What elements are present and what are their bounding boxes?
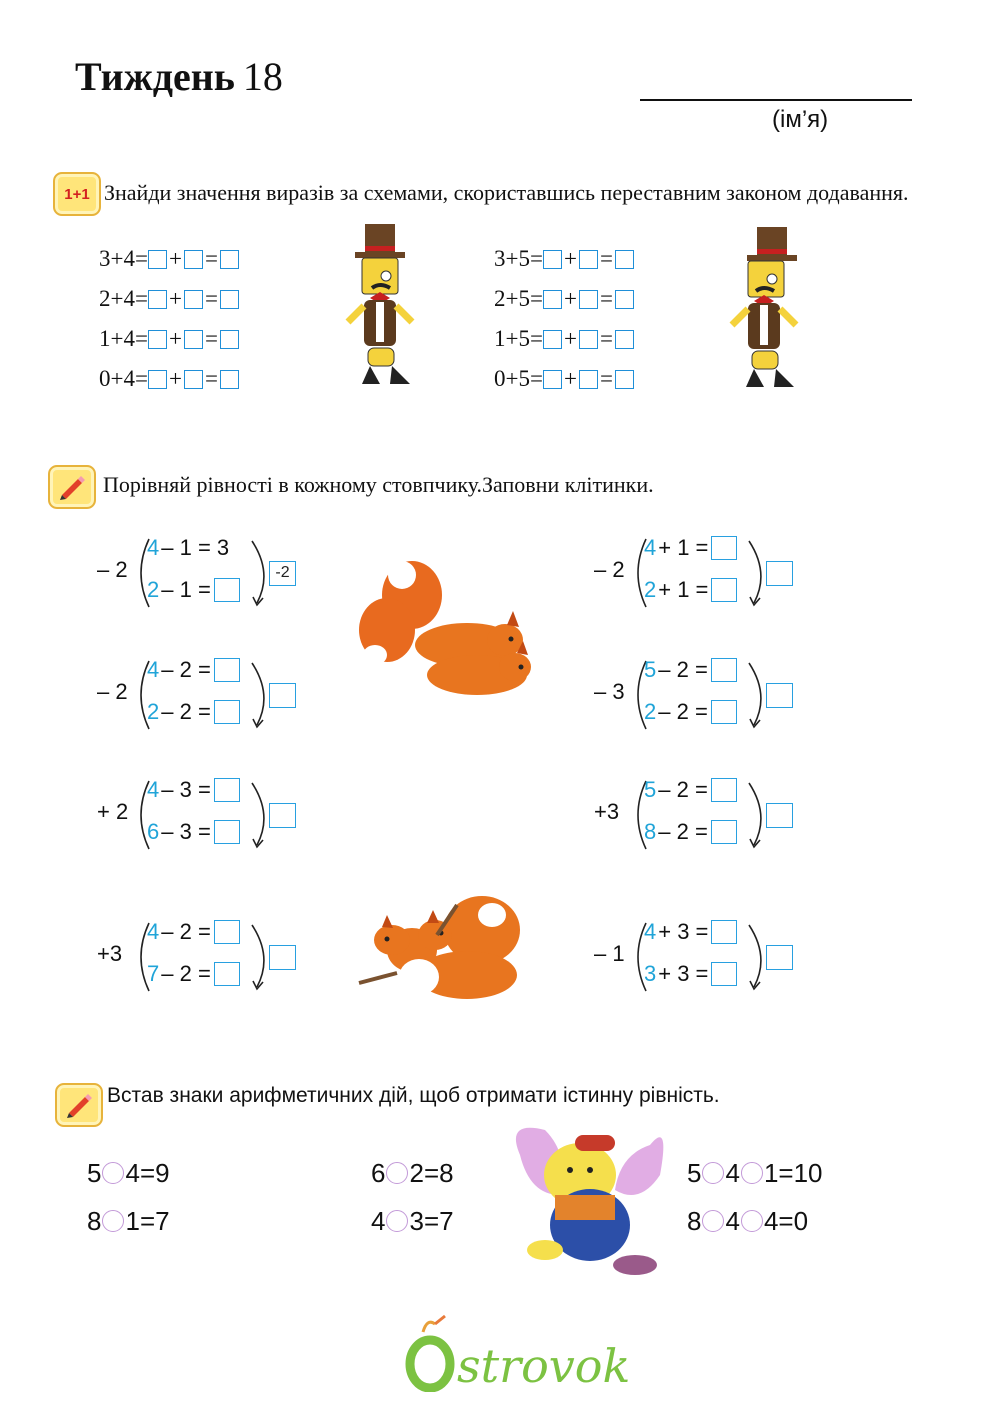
- comparison-block: [594, 917, 804, 997]
- sign-circle[interactable]: [741, 1210, 763, 1232]
- answer-box[interactable]: [148, 330, 167, 349]
- sign-equation: 8 4 4 =0: [687, 1205, 809, 1236]
- sign-circle[interactable]: [702, 1210, 724, 1232]
- difference-box[interactable]: [269, 683, 296, 708]
- equation-top: 4 – 1 = 3: [147, 535, 230, 560]
- difference-box[interactable]: -2: [269, 561, 296, 586]
- task-badge-3: [55, 1083, 103, 1127]
- answer-box[interactable]: [214, 700, 240, 724]
- answer-box[interactable]: [711, 536, 737, 560]
- top-hat-character-illustration: [722, 225, 812, 395]
- difference-box[interactable]: [269, 945, 296, 970]
- difference-box[interactable]: [269, 803, 296, 828]
- comparison-block: [97, 775, 307, 855]
- answer-box[interactable]: [579, 290, 598, 309]
- answer-box[interactable]: [148, 370, 167, 389]
- section1-left-column: [99, 244, 239, 394]
- equation-bottom: 2 – 2 =: [644, 699, 737, 725]
- step-label: +3: [594, 799, 620, 824]
- ostrovok-logo: [405, 1312, 665, 1392]
- step-label: – 1: [594, 941, 625, 966]
- section3-col2: [371, 1156, 454, 1238]
- section3-col3: [687, 1156, 823, 1238]
- answer-box[interactable]: [543, 330, 562, 349]
- page-title: [75, 52, 283, 102]
- difference-box[interactable]: [766, 945, 793, 970]
- sign-equation: 5 4 =9: [87, 1157, 170, 1188]
- equation-top: 4 – 2 =: [147, 919, 240, 945]
- step-label: – 2: [97, 557, 128, 582]
- equation-row: 0+4= + =: [99, 364, 239, 394]
- answer-box[interactable]: [214, 578, 240, 602]
- answer-box[interactable]: [711, 700, 737, 724]
- answer-box[interactable]: [148, 290, 167, 309]
- answer-box[interactable]: [615, 330, 634, 349]
- answer-box[interactable]: [214, 920, 240, 944]
- answer-box[interactable]: [184, 330, 203, 349]
- task-badge-2: [48, 465, 96, 509]
- answer-box[interactable]: [184, 290, 203, 309]
- answer-box[interactable]: [543, 290, 562, 309]
- sign-circle[interactable]: [702, 1162, 724, 1184]
- comparison-block: [97, 655, 307, 735]
- hippo-character-illustration: [500, 1115, 670, 1280]
- pencil-icon: [64, 1092, 94, 1118]
- sign-equation: 8 1 =7: [87, 1205, 170, 1236]
- equation-row: 1+4= + =: [99, 324, 239, 354]
- answer-box[interactable]: [711, 778, 737, 802]
- equation-row: 3+5= + =: [494, 244, 634, 274]
- answer-box[interactable]: [214, 820, 240, 844]
- difference-box[interactable]: [766, 683, 793, 708]
- equation-row: 2+5= + =: [494, 284, 634, 314]
- pencil-icon: [57, 474, 87, 500]
- answer-box[interactable]: [220, 370, 239, 389]
- task-badge-1: 1+1: [53, 172, 101, 216]
- answer-box[interactable]: [579, 370, 598, 389]
- sign-equation: 4 3 =7: [371, 1205, 454, 1236]
- squirrels-illustration: [357, 555, 542, 715]
- equation-row: 0+5= + =: [494, 364, 634, 394]
- sign-circle[interactable]: [386, 1210, 408, 1232]
- equation-bottom: 6 – 3 =: [147, 819, 240, 845]
- equation-bottom: 2 – 1 =: [147, 577, 240, 603]
- comparison-block: [97, 533, 307, 613]
- equation-top: 4 – 2 =: [147, 657, 240, 683]
- sign-circle[interactable]: [741, 1162, 763, 1184]
- equation-bottom: 8 – 2 =: [644, 819, 737, 845]
- answer-box[interactable]: [220, 250, 239, 269]
- comparison-block: [97, 917, 307, 997]
- section3-instruction: Встав знаки арифметичних дій, щоб отримати істинну рівність.: [107, 1084, 720, 1107]
- equation-top: 4 + 1 =: [644, 535, 737, 561]
- logo-text: strovok: [457, 1339, 631, 1392]
- equation-bottom: 7 – 2 =: [147, 961, 240, 987]
- comparison-block: [594, 655, 804, 735]
- answer-box[interactable]: [543, 250, 562, 269]
- name-caption: (ім’я): [772, 106, 829, 133]
- step-label: + 2: [97, 799, 129, 824]
- equation-top: 4 – 3 =: [147, 777, 240, 803]
- answer-box[interactable]: [711, 962, 737, 986]
- answer-box[interactable]: [184, 370, 203, 389]
- section3-col1: [87, 1156, 170, 1238]
- step-label: – 2: [97, 679, 128, 704]
- equation-row: 1+5= + =: [494, 324, 634, 354]
- answer-box[interactable]: [615, 250, 634, 269]
- answer-box[interactable]: [615, 370, 634, 389]
- answer-box[interactable]: [148, 250, 167, 269]
- title-word: Тиждень: [75, 54, 235, 99]
- difference-box[interactable]: [766, 561, 793, 586]
- section1-instruction: Знайди значення виразів за схемами, скориставшись переставним законом додавання.: [104, 180, 909, 205]
- difference-box[interactable]: [766, 803, 793, 828]
- name-field-line[interactable]: [640, 99, 912, 101]
- logo-mark: [405, 1312, 665, 1392]
- equation-top: 4 + 3 =: [644, 919, 737, 945]
- answer-box[interactable]: [543, 370, 562, 389]
- section2-instruction: Порівняй рівності в кожному стовпчику.Заповни клітинки.: [103, 472, 654, 497]
- equation-bottom: 2 + 1 =: [644, 577, 737, 603]
- answer-box[interactable]: [711, 820, 737, 844]
- week-number: 18: [242, 54, 283, 99]
- answer-box[interactable]: [615, 290, 634, 309]
- comparison-block: [594, 533, 804, 613]
- step-label: +3: [97, 941, 123, 966]
- equation-top: 5 – 2 =: [644, 657, 737, 683]
- sign-equation: 5 4 1 =10: [687, 1157, 823, 1188]
- answer-box[interactable]: [579, 250, 598, 269]
- answer-box[interactable]: [214, 962, 240, 986]
- section1-right-column: [494, 244, 634, 394]
- equation-bottom: 3 + 3 =: [644, 961, 737, 987]
- answer-box[interactable]: [711, 920, 737, 944]
- answer-box[interactable]: [711, 658, 737, 682]
- top-hat-character-illustration: [340, 222, 430, 392]
- sign-circle[interactable]: [102, 1210, 124, 1232]
- answer-box[interactable]: [184, 250, 203, 269]
- answer-box[interactable]: [579, 330, 598, 349]
- comparison-block: [594, 775, 804, 855]
- squirrels-painting-illustration: [357, 895, 527, 1005]
- step-label: – 2: [594, 557, 625, 582]
- equation-top: 5 – 2 =: [644, 777, 737, 803]
- sign-circle[interactable]: [102, 1162, 124, 1184]
- answer-box[interactable]: [711, 578, 737, 602]
- answer-box[interactable]: [214, 658, 240, 682]
- answer-box[interactable]: [220, 290, 239, 309]
- equation-row: 3+4= + =: [99, 244, 239, 274]
- sign-equation: 6 2 =8: [371, 1157, 454, 1188]
- sign-circle[interactable]: [386, 1162, 408, 1184]
- answer-box[interactable]: [220, 330, 239, 349]
- equation-bottom: 2 – 2 =: [147, 699, 240, 725]
- step-label: – 3: [594, 679, 625, 704]
- answer-box[interactable]: [214, 778, 240, 802]
- equation-row: 2+4= + =: [99, 284, 239, 314]
